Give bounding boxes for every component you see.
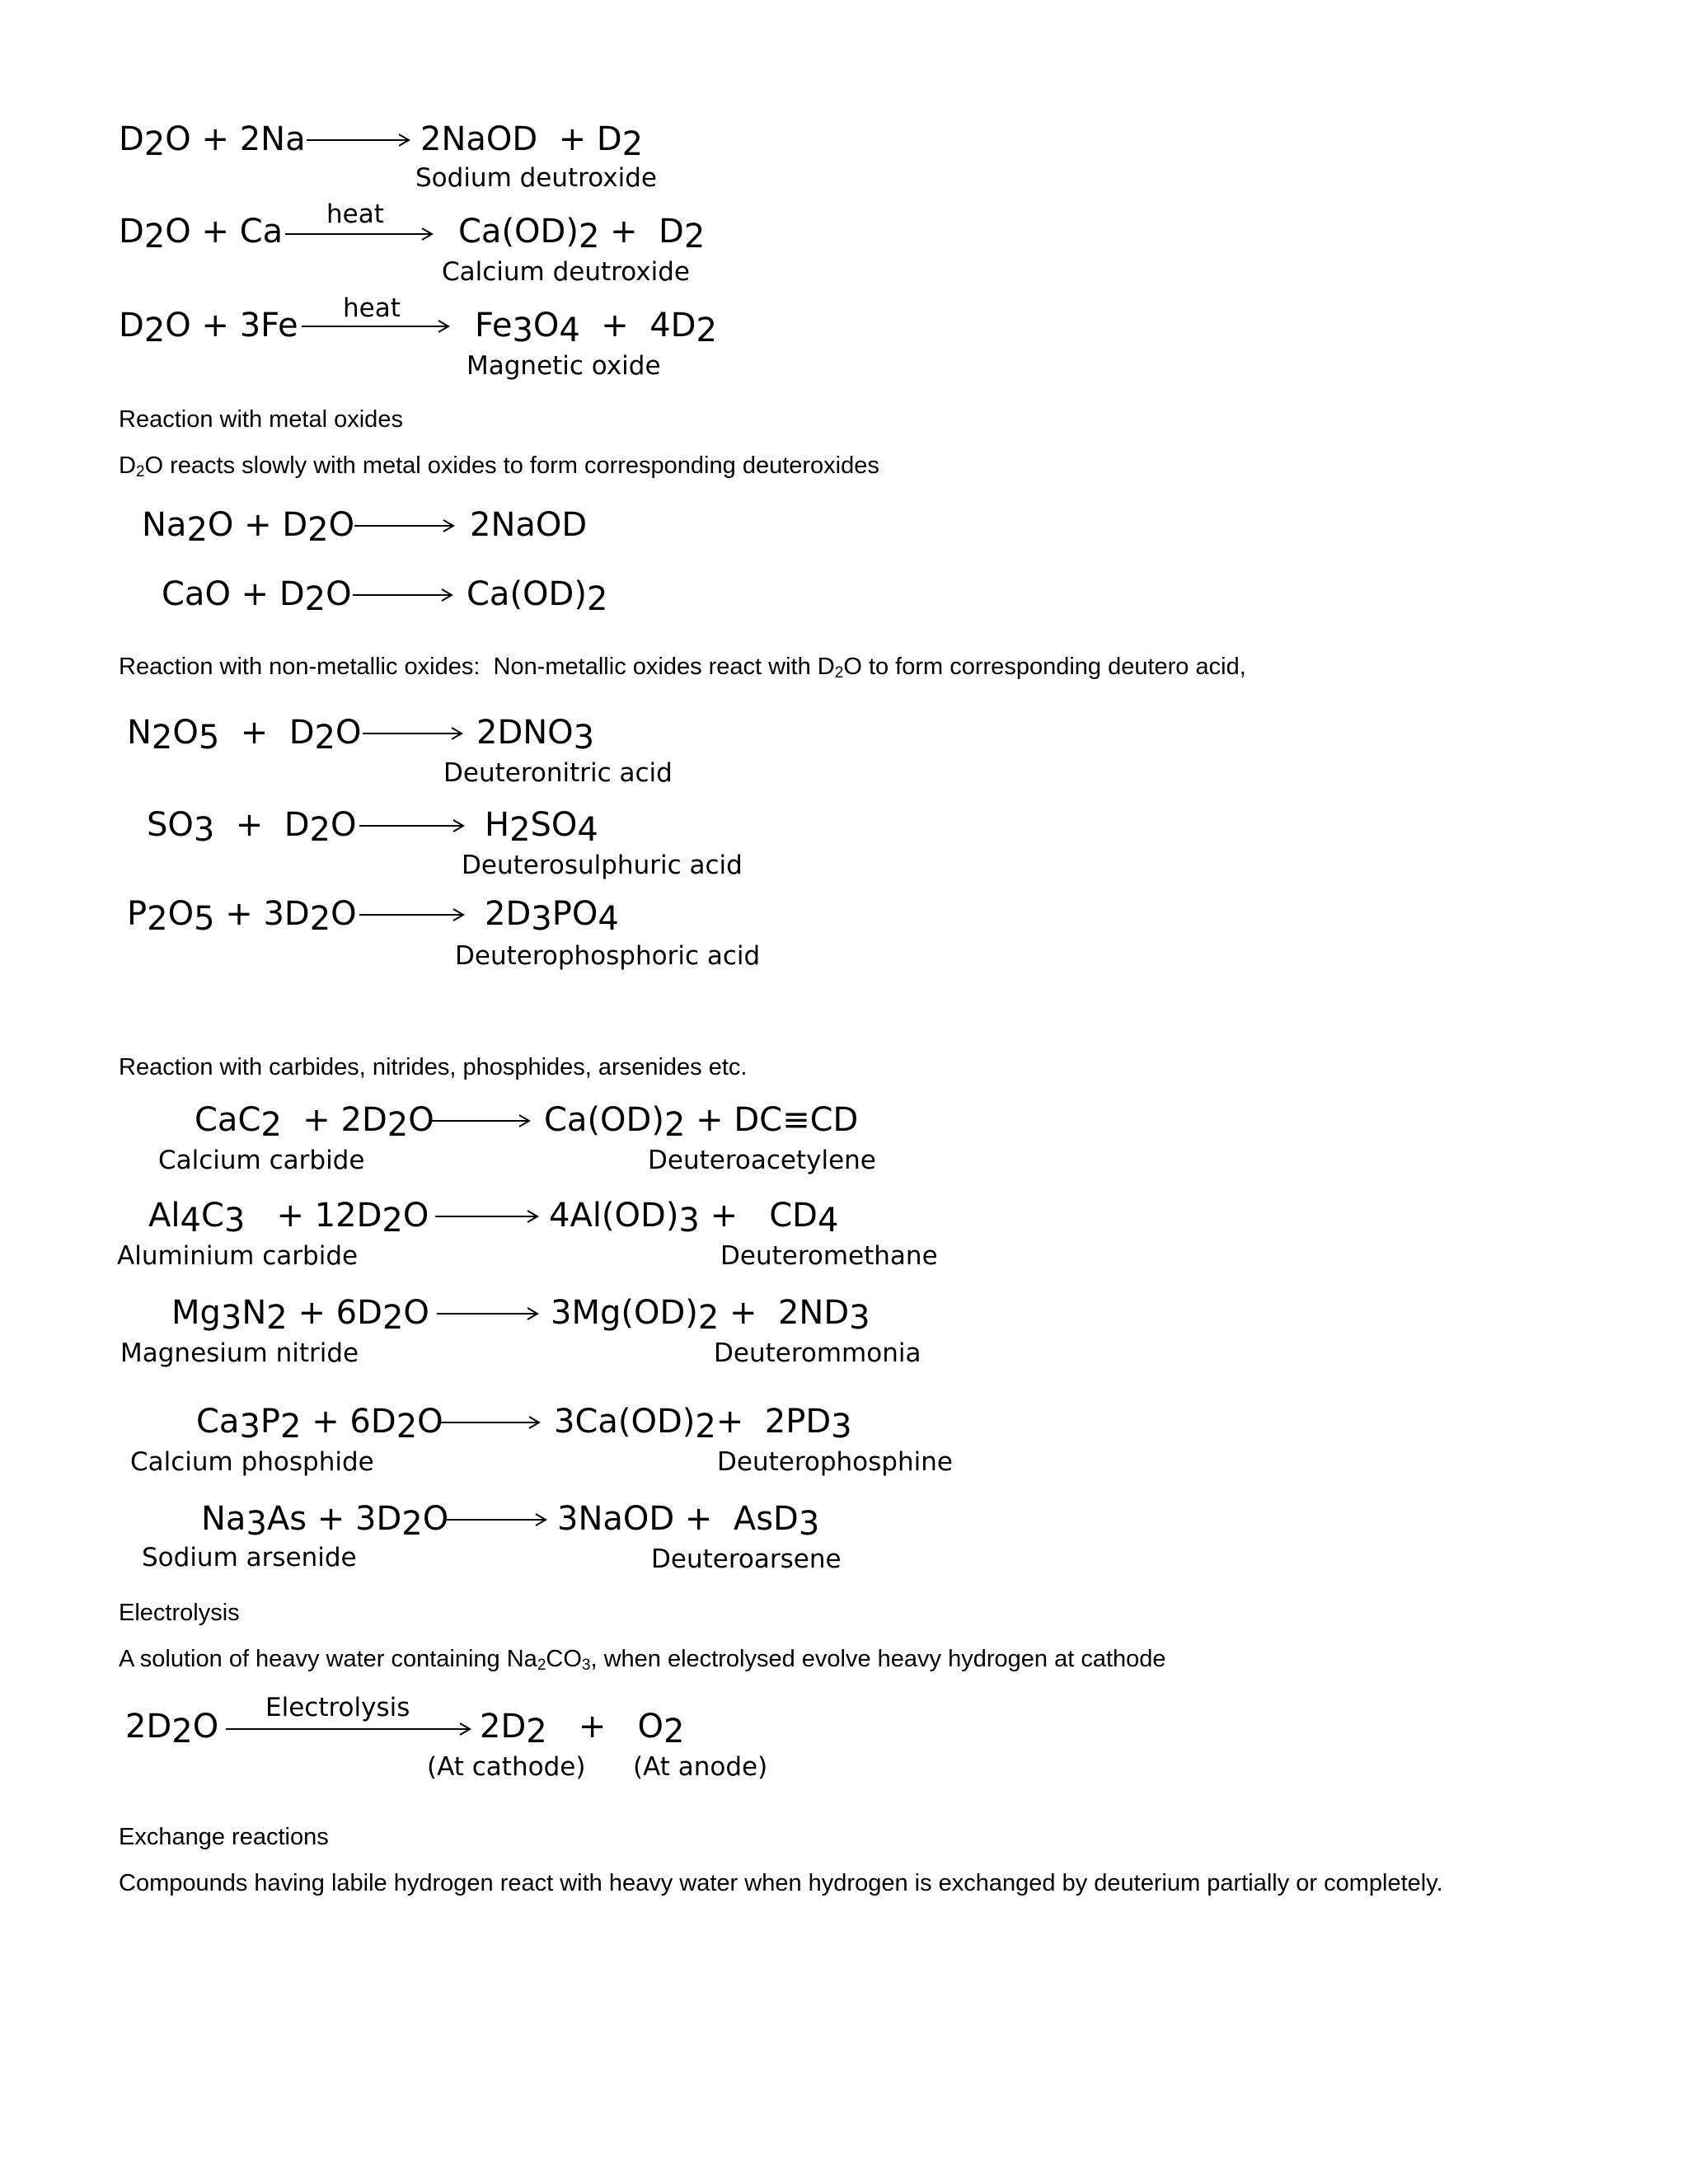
formula-text: + CD xyxy=(699,1197,818,1235)
formula-text: P xyxy=(260,1403,281,1441)
formula-text: O xyxy=(417,1403,443,1441)
product-label: Deuteromethane xyxy=(720,1241,938,1271)
subscript: 2 xyxy=(401,1505,423,1543)
equation-rhs xyxy=(485,895,619,938)
subscript: 3 xyxy=(798,1505,820,1543)
formula-text: 2NaOD + D xyxy=(420,120,622,158)
formula-text: O + Ca xyxy=(165,213,284,251)
equation-lhs xyxy=(119,307,298,349)
equation-lhs xyxy=(127,714,362,757)
formula-text: D xyxy=(119,452,136,479)
formula-text: O xyxy=(167,895,195,933)
subscript: 2 xyxy=(578,218,600,255)
formula-text: + 12D xyxy=(245,1197,382,1235)
subscript: 3 xyxy=(193,811,215,849)
subscript: 2 xyxy=(382,1299,404,1337)
formula-text: CaC xyxy=(195,1101,261,1139)
equation-lhs xyxy=(125,1708,219,1750)
reaction-arrow xyxy=(307,130,412,150)
formula-text: Ca xyxy=(196,1403,240,1441)
formula-text: + 2D xyxy=(281,1101,387,1139)
product-label: Deuterophosphine xyxy=(717,1447,953,1477)
product-label: Deuterophosphoric acid xyxy=(455,941,761,971)
reactant-label: Calcium carbide xyxy=(158,1146,365,1175)
subscript: 3 xyxy=(849,1299,870,1337)
formula-text: D xyxy=(119,120,144,158)
reaction-arrow xyxy=(353,585,455,605)
equation-rhs xyxy=(551,1294,870,1337)
equation-rhs xyxy=(470,506,587,544)
formula-text: + D xyxy=(219,714,315,752)
reaction-arrow xyxy=(302,316,452,336)
formula-text: O xyxy=(328,506,355,544)
section-heading: Exchange reactions xyxy=(119,1824,329,1850)
subscript: 2 xyxy=(151,719,173,757)
subscript: 2 xyxy=(586,580,608,618)
subscript: 2 xyxy=(834,664,844,682)
subscript: 2 xyxy=(537,1657,546,1674)
product-label: Calcium deutroxide xyxy=(442,257,690,287)
formula-text: 4Al(OD) xyxy=(549,1197,679,1235)
reaction-condition: Electrolysis xyxy=(265,1693,410,1722)
subscript: 2 xyxy=(260,1106,282,1144)
formula-text: O xyxy=(402,1197,429,1235)
reaction-arrow xyxy=(435,1207,541,1226)
formula-text: Mg xyxy=(171,1294,221,1332)
formula-text: O + 2Na xyxy=(165,120,306,158)
subscript: 3 xyxy=(512,312,533,349)
equation-lhs xyxy=(148,1197,429,1240)
formula-text: + 3D xyxy=(214,895,310,933)
product-label: Deuterommonia xyxy=(714,1338,921,1368)
product-label: Magnetic oxide xyxy=(467,351,661,381)
equation-lhs xyxy=(127,895,357,938)
reaction-arrow xyxy=(437,1304,541,1324)
product-label: Deuteronitric acid xyxy=(443,758,673,788)
reactant-label: Magnesium nitride xyxy=(120,1338,359,1368)
formula-text: + 2ND xyxy=(719,1294,850,1332)
equation-lhs xyxy=(171,1294,429,1337)
formula-text: O xyxy=(403,1294,429,1332)
formula-text: , when electrolysed evolve heavy hydrogen at cathode xyxy=(590,1646,1166,1672)
subscript: 2 xyxy=(695,1408,716,1446)
equation-rhs xyxy=(420,120,644,163)
subscript: 2 xyxy=(314,719,335,757)
equation-lhs xyxy=(195,1101,434,1144)
subscript: 2 xyxy=(143,218,166,255)
reaction-arrow xyxy=(285,224,435,244)
formula-text: O xyxy=(172,714,199,752)
subscript: 4 xyxy=(577,811,598,849)
formula-text: SO xyxy=(147,806,194,844)
subscript: 2 xyxy=(143,125,166,163)
formula-text: + O xyxy=(546,1708,663,1746)
section-heading: Reaction with carbides, nitrides, phosphides, arsenides etc. xyxy=(119,1054,748,1080)
formula-text: + 6D xyxy=(301,1403,396,1441)
product-label: Deuteroacetylene xyxy=(648,1146,876,1175)
reaction-arrow xyxy=(447,1510,549,1530)
subscript: 2 xyxy=(697,1299,720,1337)
subscript: 3 xyxy=(246,1505,267,1543)
subscript: 2 xyxy=(526,1713,547,1750)
product-label: Deuteroarsene xyxy=(651,1544,842,1574)
formula-text: + D xyxy=(214,806,310,844)
equation-rhs xyxy=(458,213,706,255)
formula-text: 2D xyxy=(125,1708,172,1746)
subscript: 2 xyxy=(309,811,331,849)
equation-lhs xyxy=(162,575,352,618)
reaction-arrow xyxy=(226,1719,473,1739)
formula-text: O xyxy=(422,1500,449,1538)
reaction-condition: heat xyxy=(343,293,401,323)
reaction-arrow xyxy=(363,724,465,743)
formula-text: O + D xyxy=(207,506,308,544)
subscript: 2 xyxy=(396,1408,418,1446)
formula-text: + DC≡CD xyxy=(685,1101,859,1139)
reaction-arrow xyxy=(354,516,457,536)
formula-text: D xyxy=(119,213,144,251)
equation-lhs xyxy=(147,806,357,849)
formula-text: + 6D xyxy=(287,1294,382,1332)
equation-rhs xyxy=(554,1403,852,1446)
equation-lhs xyxy=(201,1500,449,1543)
formula-text: A solution of heavy water containing Na xyxy=(119,1646,537,1672)
formula-text: O xyxy=(335,714,362,752)
formula-text: O to form corresponding deutero acid, xyxy=(843,654,1246,680)
subscript: 2 xyxy=(304,580,326,618)
subscript: 2 xyxy=(621,125,644,163)
subscript: 4 xyxy=(559,312,580,349)
product-label: Deuterosulphuric acid xyxy=(462,851,743,880)
subscript: 5 xyxy=(198,719,220,757)
subscript: 5 xyxy=(194,900,215,938)
section-heading: Electrolysis xyxy=(119,1600,240,1626)
reaction-arrow xyxy=(429,1111,532,1131)
section-text: Compounds having labile hydrogen react with heavy water when hydrogen is exchanged by deuterium partially or completely. xyxy=(119,1870,1443,1896)
formula-text: H xyxy=(485,806,510,844)
formula-text: O xyxy=(326,575,352,613)
subscript: 2 xyxy=(186,511,208,549)
formula-text: Ca(OD) xyxy=(458,213,579,251)
formula-text: CaO + D xyxy=(162,575,305,613)
formula-text: D xyxy=(119,307,144,344)
subscript: 3 xyxy=(573,719,595,757)
formula-text: 3NaOD + AsD xyxy=(557,1500,799,1538)
subscript: 4 xyxy=(817,1202,839,1240)
section-intro xyxy=(119,452,879,480)
product-label: Sodium deutroxide xyxy=(415,163,657,193)
reactant-label: Calcium phosphide xyxy=(130,1447,374,1477)
formula-text: O xyxy=(532,307,560,344)
formula-text: 2D xyxy=(485,895,532,933)
equation-rhs xyxy=(467,575,608,618)
formula-text: + 2PD xyxy=(715,1403,832,1441)
formula-text: O xyxy=(330,806,357,844)
equation-rhs xyxy=(549,1197,839,1240)
equation-lhs xyxy=(196,1403,443,1446)
subscript: 3 xyxy=(581,1657,591,1674)
formula-text: 3Ca(OD) xyxy=(554,1403,696,1441)
formula-text: + 4D xyxy=(579,307,696,344)
subscript: 2 xyxy=(280,1408,302,1446)
formula-text: C xyxy=(200,1197,224,1235)
subscript: 2 xyxy=(696,312,717,349)
formula-text: SO xyxy=(530,806,578,844)
formula-text: Ca(OD) xyxy=(467,575,587,613)
subscript: 3 xyxy=(220,1299,242,1337)
formula-text: Reaction with non-metallic oxides: Non-metallic oxides react with D xyxy=(119,654,835,680)
equation-lhs xyxy=(142,506,355,549)
subscript: 2 xyxy=(266,1299,288,1337)
reaction-condition: heat xyxy=(326,199,384,229)
formula-text: 2DNO xyxy=(476,714,574,752)
formula-text: Al xyxy=(148,1197,181,1235)
section-heading: Reaction with metal oxides xyxy=(119,406,403,433)
subscript: 2 xyxy=(143,312,166,349)
cathode-label: (At cathode) xyxy=(427,1752,586,1782)
subscript: 2 xyxy=(135,463,145,480)
subscript: 4 xyxy=(180,1202,201,1240)
formula-text: 2D xyxy=(480,1708,527,1746)
formula-text: Ca(OD) xyxy=(544,1101,664,1139)
subscript: 2 xyxy=(663,1106,686,1144)
formula-text: O xyxy=(408,1101,434,1139)
reaction-arrow xyxy=(438,1413,542,1432)
formula-text: O xyxy=(331,895,357,933)
equation-lhs xyxy=(119,213,284,255)
formula-text: P xyxy=(127,895,148,933)
equation-rhs xyxy=(544,1101,859,1144)
formula-text: CO xyxy=(546,1646,582,1672)
formula-text: O reacts slowly with metal oxides to form corresponding deuteroxides xyxy=(144,452,879,479)
subscript: 3 xyxy=(678,1202,700,1240)
formula-text: As + 3D xyxy=(266,1500,402,1538)
reaction-arrow xyxy=(359,905,467,925)
reactant-label: Sodium arsenide xyxy=(142,1543,357,1572)
formula-text: O xyxy=(192,1708,219,1746)
subscript: 2 xyxy=(309,900,331,938)
equation-rhs xyxy=(476,714,595,757)
section-intro xyxy=(119,1645,1166,1673)
formula-text: Na xyxy=(142,506,187,544)
subscript: 2 xyxy=(387,1106,409,1144)
formula-text: O + 3Fe xyxy=(165,307,298,344)
subscript: 2 xyxy=(307,511,329,549)
subscript: 3 xyxy=(239,1408,260,1446)
equation-rhs xyxy=(475,307,717,349)
section-intro xyxy=(119,653,1246,681)
formula-text: N xyxy=(127,714,152,752)
reactant-label: Aluminium carbide xyxy=(117,1241,359,1271)
subscript: 4 xyxy=(598,900,619,938)
formula-text: N xyxy=(241,1294,267,1332)
subscript: 3 xyxy=(831,1408,852,1446)
equation-rhs xyxy=(480,1708,685,1750)
formula-text: 2NaOD xyxy=(470,506,588,544)
reaction-arrow xyxy=(359,816,467,836)
formula-text: + D xyxy=(599,213,684,251)
equation-lhs xyxy=(119,120,306,163)
anode-label: (At anode) xyxy=(633,1752,768,1782)
subscript: 2 xyxy=(663,1713,685,1750)
subscript: 2 xyxy=(382,1202,403,1240)
equation-rhs xyxy=(557,1500,820,1543)
formula-text: PO xyxy=(551,895,598,933)
subscript: 2 xyxy=(509,811,531,849)
subscript: 2 xyxy=(171,1713,193,1750)
formula-text: Fe xyxy=(475,307,513,344)
subscript: 2 xyxy=(147,900,168,938)
subscript: 2 xyxy=(683,218,706,255)
subscript: 3 xyxy=(531,900,552,938)
subscript: 3 xyxy=(223,1202,246,1240)
formula-text: 3Mg(OD) xyxy=(551,1294,698,1332)
equation-rhs xyxy=(485,806,598,849)
formula-text: Na xyxy=(201,1500,246,1538)
